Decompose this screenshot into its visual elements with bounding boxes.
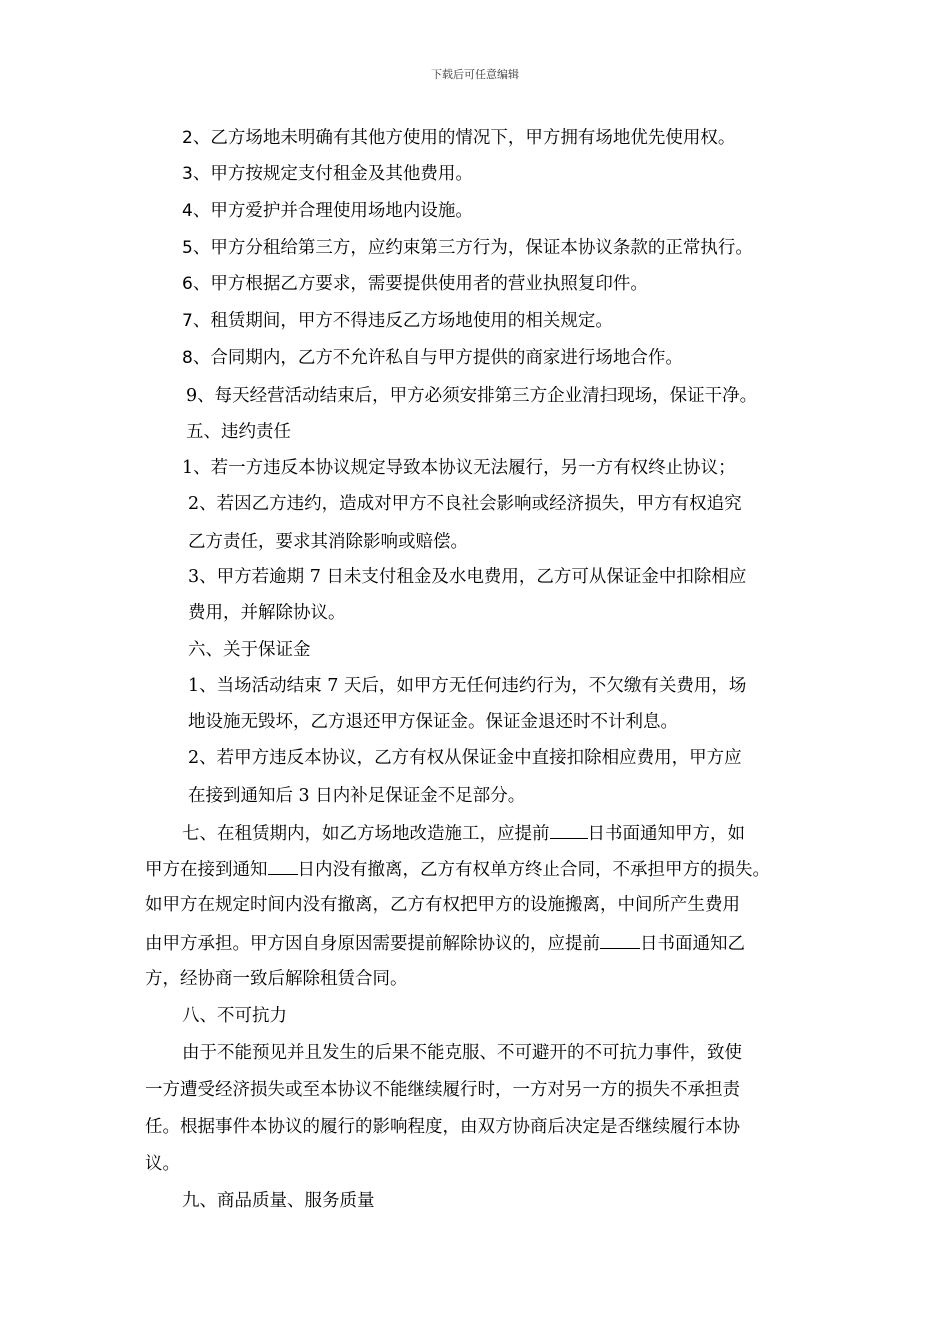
clause-item-3 — [182, 162, 473, 186]
clause-text: 、乙方场地未明确有其他方使用的情况下，甲方拥有场地优先使用权。 — [192, 128, 736, 148]
renovation-text: 日书面通知甲方，如 — [587, 824, 745, 844]
clause-text: 、甲方根据乙方要求，需要提供使用者的营业执照复印件。 — [192, 274, 648, 294]
renovation-clause-line1 — [182, 820, 745, 846]
deposit-clause-2-line1: 2、若甲方违反本协议，乙方有权从保证金中直接扣除相应费用，甲方应 — [188, 748, 742, 768]
deposit-clause-1-line2: 地设施无毁坏，乙方退还甲方保证金。保证金退还时不计利息。 — [188, 712, 678, 732]
clause-number: 4 — [182, 201, 193, 221]
clause-text: 、甲方分租给第三方，应约束第三方行为，保证本协议条款的正常执行。 — [192, 238, 753, 258]
section-title-force-majeure: 八、不可抗力 — [182, 1006, 287, 1026]
renovation-text: 甲方在接到通知 — [145, 860, 268, 880]
blank-days-field[interactable] — [600, 930, 640, 949]
force-majeure-line2: 一方遭受经济损失或至本协议不能继续履行时，一方对另一方的损失不承担责 — [145, 1080, 740, 1100]
section-title-breach: 五、违约责任 — [186, 422, 291, 442]
clause-item-6 — [182, 272, 648, 296]
renovation-text: 日书面通知乙 — [640, 934, 745, 954]
renovation-text: 七、在租赁期内，如乙方场地改造施工，应提前 — [182, 824, 550, 844]
blank-days-field[interactable] — [268, 856, 298, 875]
renovation-text: 由甲方承担。甲方因自身原因需要提前解除协议的，应提前 — [145, 934, 600, 954]
section-title-deposit: 六、关于保证金 — [188, 640, 311, 660]
renovation-clause-line2 — [145, 856, 770, 882]
deposit-clause-2-line2: 在接到通知后 3 日内补足保证金不足部分。 — [188, 786, 526, 806]
renovation-clause-line5: 方，经协商一致后解除租赁合同。 — [145, 969, 408, 989]
renovation-clause-line3: 如甲方在规定时间内没有撤离，乙方有权把甲方的设施搬离，中间所产生费用 — [145, 895, 740, 915]
clause-item-8 — [182, 346, 683, 370]
clause-number: 7 — [182, 311, 193, 331]
force-majeure-line4: 议。 — [145, 1154, 180, 1174]
clause-number: 8 — [182, 348, 193, 368]
section-title-quality: 九、商品质量、服务质量 — [182, 1191, 375, 1211]
renovation-text: 日内没有撤离，乙方有权单方终止合同，不承担甲方的损失。 — [297, 860, 770, 880]
clause-item-7 — [182, 309, 613, 333]
clause-text: 、租赁期间，甲方不得违反乙方场地使用的相关规定。 — [192, 311, 613, 331]
renovation-clause-line4 — [145, 930, 745, 956]
clause-number: 3 — [182, 164, 193, 184]
clause-number: 6 — [182, 274, 193, 294]
breach-clause-2-line1: 2、若因乙方违约，造成对甲方不良社会影响或经济损失，甲方有权追究 — [188, 494, 742, 514]
clause-text: 、甲方按规定支付租金及其他费用。 — [192, 164, 473, 184]
breach-clause-2-line2: 乙方责任，要求其消除影响或赔偿。 — [188, 532, 468, 552]
clause-item-2 — [182, 126, 735, 150]
deposit-clause-1-line1: 1、当场活动结束 7 天后，如甲方无任何违约行为，不欠缴有关费用，场 — [188, 676, 747, 696]
blank-days-field[interactable] — [550, 820, 588, 839]
force-majeure-line1: 由于不能预见并且发生的后果不能克服、不可避开的不可抗力事件，致使 — [182, 1043, 742, 1063]
breach-clause-3-line2: 费用，并解除协议。 — [188, 603, 346, 623]
clause-item-9: 9、每天经营活动结束后，甲方必须安排第三方企业清扫现场，保证干净。 — [186, 386, 758, 406]
force-majeure-line3: 任。根据事件本协议的履行的影响程度，由双方协商后决定是否继续履行本协 — [145, 1117, 740, 1137]
clause-item-5 — [182, 236, 753, 260]
clause-item-4 — [182, 199, 473, 223]
page-header: 下载后可任意编辑 — [431, 68, 519, 81]
breach-clause-3-line1: 3、甲方若逾期 7 日未支付租金及水电费用，乙方可从保证金中扣除相应 — [188, 567, 747, 587]
clause-number: 2 — [182, 128, 193, 148]
clause-text: 、甲方爱护并合理使用场地内设施。 — [192, 201, 473, 221]
breach-clause-1: 1、若一方违反本协议规定导致本协议无法履行，另一方有权终止协议； — [182, 458, 736, 478]
clause-text: 、合同期内，乙方不允许私自与甲方提供的商家进行场地合作。 — [192, 348, 683, 368]
clause-number: 5 — [182, 238, 193, 258]
